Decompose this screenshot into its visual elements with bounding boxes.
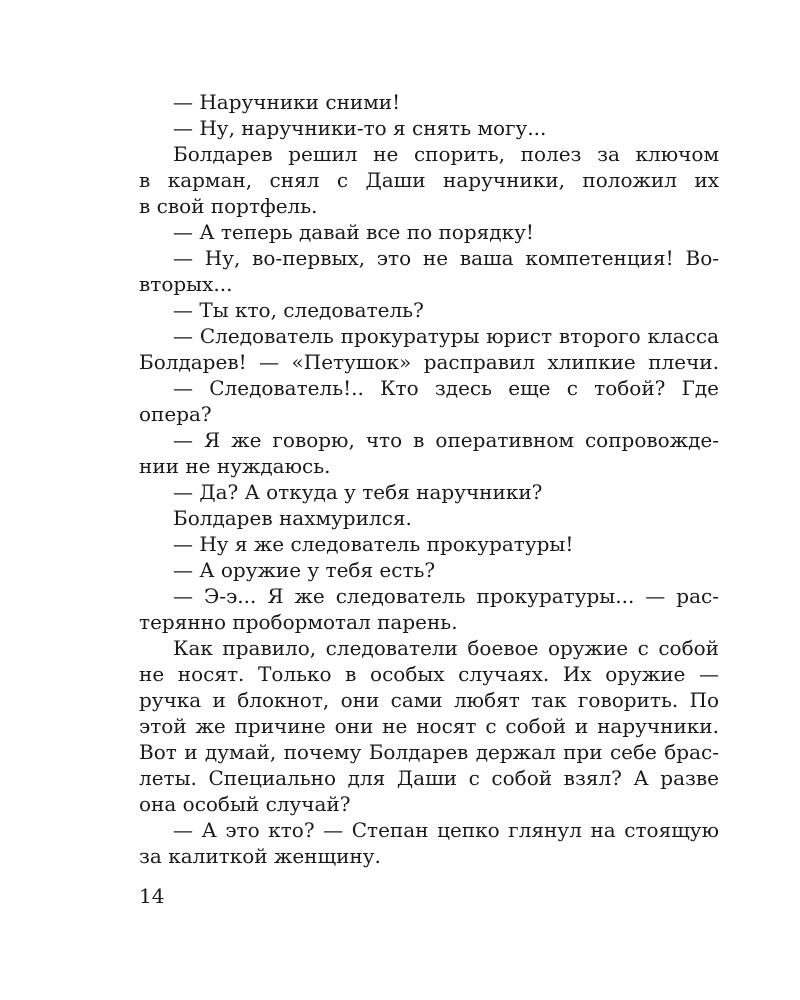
text-line: в карман, снял с Даши наручники, положил их	[139, 168, 719, 192]
text-line: — Ну, во-первых, это не ваша компетенция! Во-	[173, 246, 719, 270]
text-line: — Наручники сними!	[173, 90, 401, 114]
text-line: она особый случай?	[139, 792, 351, 816]
text-line: — А оружие у тебя есть?	[173, 558, 436, 582]
text-line: — Ну я же следователь прокуратуры!	[173, 532, 574, 556]
text-line: — Ну, наручники-то я снять могу...	[173, 116, 547, 140]
text-line: в свой портфель.	[139, 194, 318, 218]
text-line: опера?	[139, 402, 212, 426]
text-line: терянно пробормотал парень.	[139, 610, 458, 634]
text-line: — Следователь!.. Кто здесь еще с тобой? Где	[173, 376, 719, 400]
text-line: ручка и блокнот, они сами любят так говорить. По	[139, 688, 719, 712]
text-line: — Э-э... Я же следователь прокуратуры... — рас-	[173, 584, 719, 608]
text-line: — А теперь давай все по порядку!	[173, 220, 534, 244]
page-number: 14	[139, 884, 165, 908]
text-line: Болдарев решил не спорить, полез за ключом	[173, 142, 719, 166]
text-line: — Я же говорю, что в оперативном сопровожде-	[173, 428, 719, 452]
text-line: этой же причине они не носят с собой и наручники.	[139, 714, 719, 738]
text-line: — Да? А откуда у тебя наручники?	[173, 480, 543, 504]
body-text	[139, 89, 719, 869]
text-line: — Ты кто, следователь?	[173, 298, 424, 322]
text-line: Болдарев нахмурился.	[173, 506, 412, 530]
text-line: Болдарев! — «Петушок» расправил хлипкие плечи.	[139, 350, 719, 374]
text-line: за калиткой женщину.	[139, 844, 381, 868]
text-line: леты. Специально для Даши с собой взял? А разве	[139, 766, 719, 790]
text-line: вторых...	[139, 272, 233, 296]
text-line: — А это кто? — Степан цепко глянул на стоящую	[173, 818, 719, 842]
text-line: — Следователь прокуратуры юрист второго класса	[173, 324, 719, 348]
text-line: нии не нуждаюсь.	[139, 454, 331, 478]
text-line: Как правило, следователи боевое оружие с собой	[173, 636, 719, 660]
text-line: Вот и думай, почему Болдарев держал при себе брас-	[139, 740, 719, 764]
text-line: не носят. Только в особых случаях. Их оружие —	[139, 662, 719, 686]
